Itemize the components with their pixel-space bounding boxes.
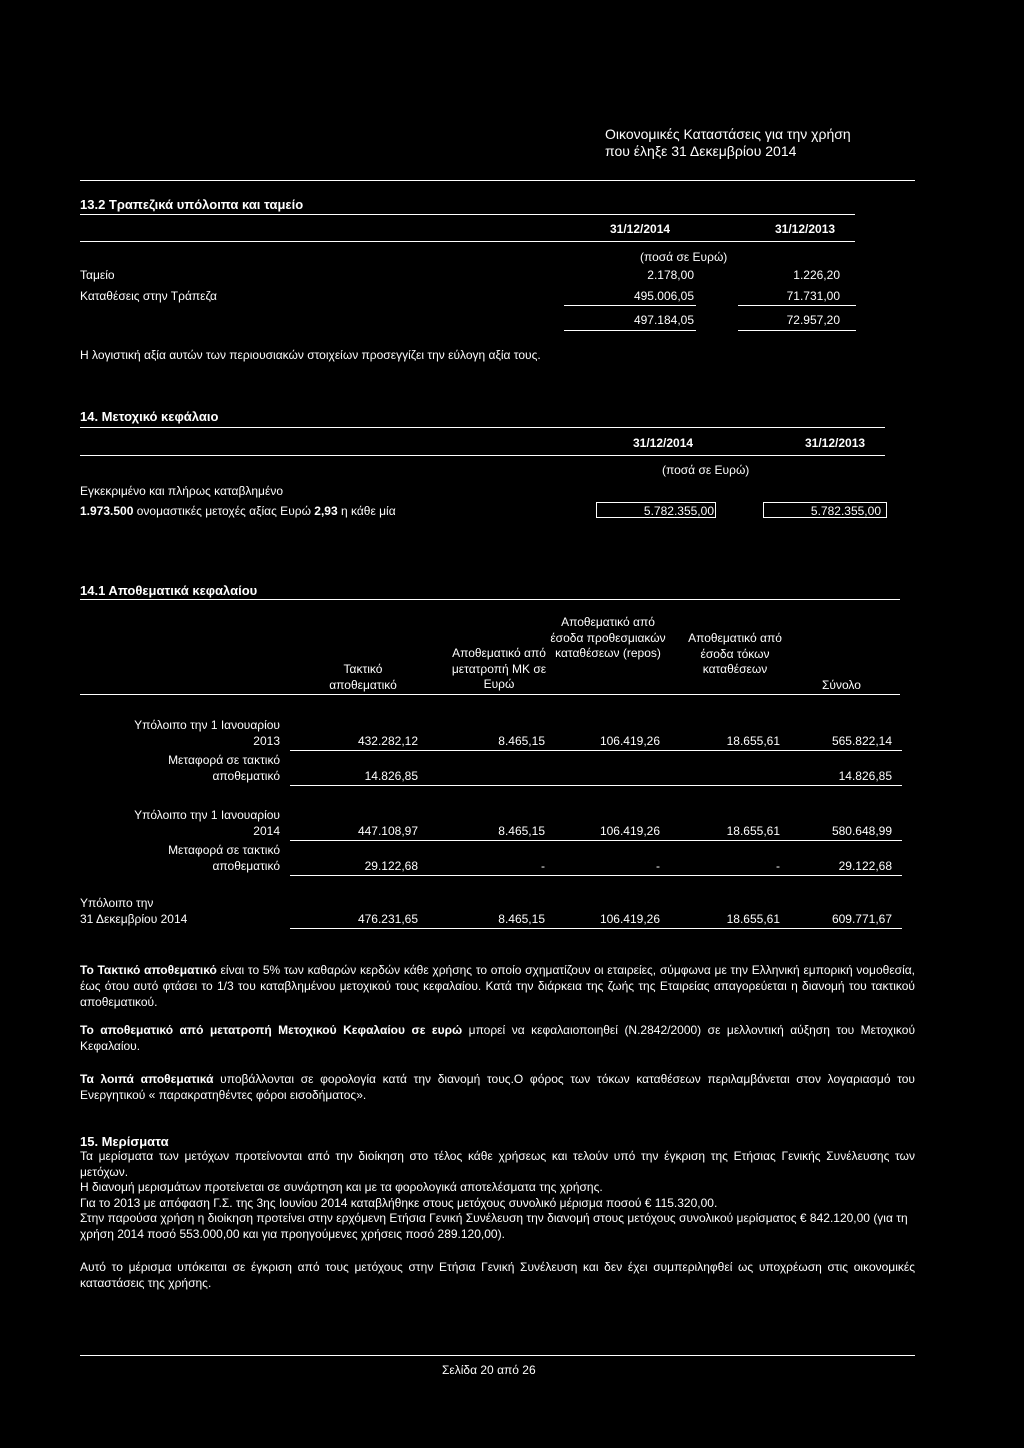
section-13-2-title: 13.2 Τραπεζικά υπόλοιπα και ταμείο [80,197,304,212]
cell-value: 18.655,61 [726,824,780,838]
section-14-rule [80,427,885,428]
cell-value: - [776,859,780,873]
cell-value: 8.465,15 [498,734,545,748]
section-15-title: 15. Μερίσματα [80,1134,169,1149]
cell-value: 580.648,99 [831,824,892,838]
dividend-line: Τα μερίσματα των μετόχων προτείνονται από την διοίκηση στο τέλος κάθε χρήσεως και τελούν υπό την έγκριση της Ετήσιας Γενικής Συνέλευσης των μετόχων. [80,1149,915,1179]
cell-value: - [656,859,660,873]
s14-shares-count: 1.973.500 [80,504,134,518]
s132-total-2013: 72.957,20 [786,313,840,327]
s132-col-2014: 31/12/2014 [610,222,671,236]
col-header-total: Σύνολο [822,678,861,692]
s132-row-value-2014: 495.006,05 [633,289,694,303]
s132-col-2013: 31/12/2013 [775,222,836,236]
s14-approved-label: Εγκεκριμένο και πλήρως καταβλημένο [80,484,283,498]
s132-header-rule [80,241,855,242]
s132-row-value-2014: 2.178,00 [647,268,694,282]
dividend-line: Για το 2013 με απόφαση Γ.Σ. της 3ης Ιουνίου 2014 καταβλήθηκε στους μετόχους συνολικό μέρισμα ποσού € 115.320,00. [80,1195,718,1210]
cell-value: 565.822,14 [831,734,892,748]
doc-header-line1: Οικονομικές Καταστάσεις για την χρήση [605,126,851,142]
cell-value: 106.419,26 [599,824,660,838]
col-header-repos-reserve: Αποθεματικό από έσοδα προθεσμιακών καταθέσεων (repos) [550,615,666,660]
s14-unit: (ποσά σε Ευρώ) [662,463,750,477]
section-14-title: 14. Μετοχικό κεφάλαιο [80,409,219,424]
cell-value: - [541,859,545,873]
s132-note: Η λογιστική αξία αυτών των περιουσιακών στοιχείων προσεγγίζει την εύλογη αξία τους. [80,348,541,362]
cell-value: 18.655,61 [726,912,780,926]
s14-col-2013: 31/12/2013 [805,436,866,450]
cell-value: 106.419,26 [599,734,660,748]
cell-value: 18.655,61 [726,734,780,748]
row-label: 31 Δεκεμβρίου 2014 [80,912,188,926]
row-label: αποθεματικό [212,769,280,783]
row-label: 2013 [253,734,280,748]
s14-value-2013: 5.782.355,00 [810,504,881,518]
section-13-2-rule [80,214,855,215]
paragraph-regular-reserve: Το Τακτικό αποθεματικό είναι το 5% των καθαρών κερδών κάθε χρήσης το οποίο σχηματίζουν οι εταιρείες, σύμφωνα με την Ελληνική εμπορική νομοθεσία, έως ότου αυτό φτάσει το 1/3 του καταβλημένου μετοχικού τους κεφαλαίου. Κατά την διάρκεια της ζωής της Εταιρείας απαγορεύεται η διανομή του τακτικού αποθεματικού. [80,963,916,1009]
row-label: Μεταφορά σε τακτικό [168,753,280,767]
doc-header-line2: που έληξε 31 Δεκεμβρίου 2014 [605,143,797,159]
row-label: Μεταφορά σε τακτικό [168,843,280,857]
col-header-interest-reserve: Αποθεματικό από έσοδα τόκων καταθέσεων [688,631,782,676]
cell-value: 8.465,15 [498,824,545,838]
row-label: Υπόλοιπο την [80,896,154,910]
s141-header-rule [80,694,900,695]
cell-value: 106.419,26 [599,912,660,926]
s132-total-2014: 497.184,05 [633,313,694,327]
cell-value: 29.122,68 [364,859,418,873]
section-14-1-rule [80,599,900,600]
footer-rule [80,1355,915,1356]
row-label: Υπόλοιπο την 1 Ιανουαρίου [134,718,280,732]
section-14-1-title: 14.1 Αποθεματικά κεφαλαίου [80,583,258,598]
cell-value: 476.231,65 [357,912,418,926]
dividend-text [80,1149,915,1242]
row-label: 2014 [253,824,280,838]
s132-unit: (ποσά σε Ευρώ) [640,250,728,264]
s14-shares-line: 1.973.500 ονομαστικές μετοχές αξίας Ευρώ 2,93 η κάθε μία [80,504,396,518]
col-header-regular-reserve: Τακτικό αποθεματικό [329,662,397,692]
row-label: Υπόλοιπο την 1 Ιανουαρίου [134,808,280,822]
dividend-line: Η διανομή μερισμάτων προτείνεται σε συνάρτηση και με τα φορολογικά αποτελέσματα της χρήσης. [80,1180,603,1194]
cell-value: 432.282,12 [357,734,418,748]
s132-row-value-2013: 1.226,20 [793,268,840,282]
header-rule [80,180,915,181]
col-header-conversion-reserve: Αποθεματικό από μετατροπή ΜΚ σε Ευρώ [451,646,547,691]
s14-share-value: 2,93 [314,504,338,518]
cell-value: 609.771,67 [831,912,892,926]
page-number: Σελίδα 20 από 26 [442,1363,536,1377]
s14-col-2014: 31/12/2014 [633,436,694,450]
s14-header-rule [80,455,885,456]
cell-value: 29.122,68 [838,859,892,873]
cell-value: 8.465,15 [498,912,545,926]
cell-value: 447.108,97 [357,824,418,838]
cell-value: 14.826,85 [364,769,418,783]
cell-value: 14.826,85 [838,769,892,783]
s132-row-label: Ταμείο [80,268,115,282]
s14-value-2014: 5.782.355,00 [643,504,714,518]
dividend-approval-note: Αυτό το μέρισμα υπόκειται σε έγκριση από τους μετόχους στην Ετήσια Γενική Συνέλευση και δεν έχει συμπεριληφθεί ως υποχρέωση στις οικονομικές καταστάσεις της χρήσης. [80,1260,915,1290]
paragraph-other-reserves: Τα λοιπά αποθεματικά υποβάλλονται σε φορολογία κατά την διανομή τους.Ο φόρος των τόκων καταθέσεων περιλαμβάνεται στον λογαριασμό του Ενεργητικού « παρακρατηθέντες φόροι εισοδήματος». [80,1072,915,1102]
paragraph-conversion-reserve: Το αποθεματικό από μετατροπή Μετοχικού Κεφαλαίου σε ευρώ μπορεί να κεφαλαιοποιηθεί (Ν.2842/2000) σε μελλοντική αύξηση του Μετοχικού Κεφαλαίου. [80,1023,916,1053]
s132-row-value-2013: 71.731,00 [786,289,840,303]
dividend-line: Στην παρούσα χρήση η διοίκηση προτείνει στην ερχόμενη Ετήσια Γενική Συνέλευση την διανομή στους μετόχους συνολικού μερίσματος € 842.120,00 (για τη χρήση 2014 ποσό 553.000,00 και για προηγούμενες χρήσεις ποσό 289.120,00). [80,1211,908,1241]
row-label: αποθεματικό [212,859,280,873]
s132-row-label: Καταθέσεις στην Τράπεζα [80,289,217,303]
